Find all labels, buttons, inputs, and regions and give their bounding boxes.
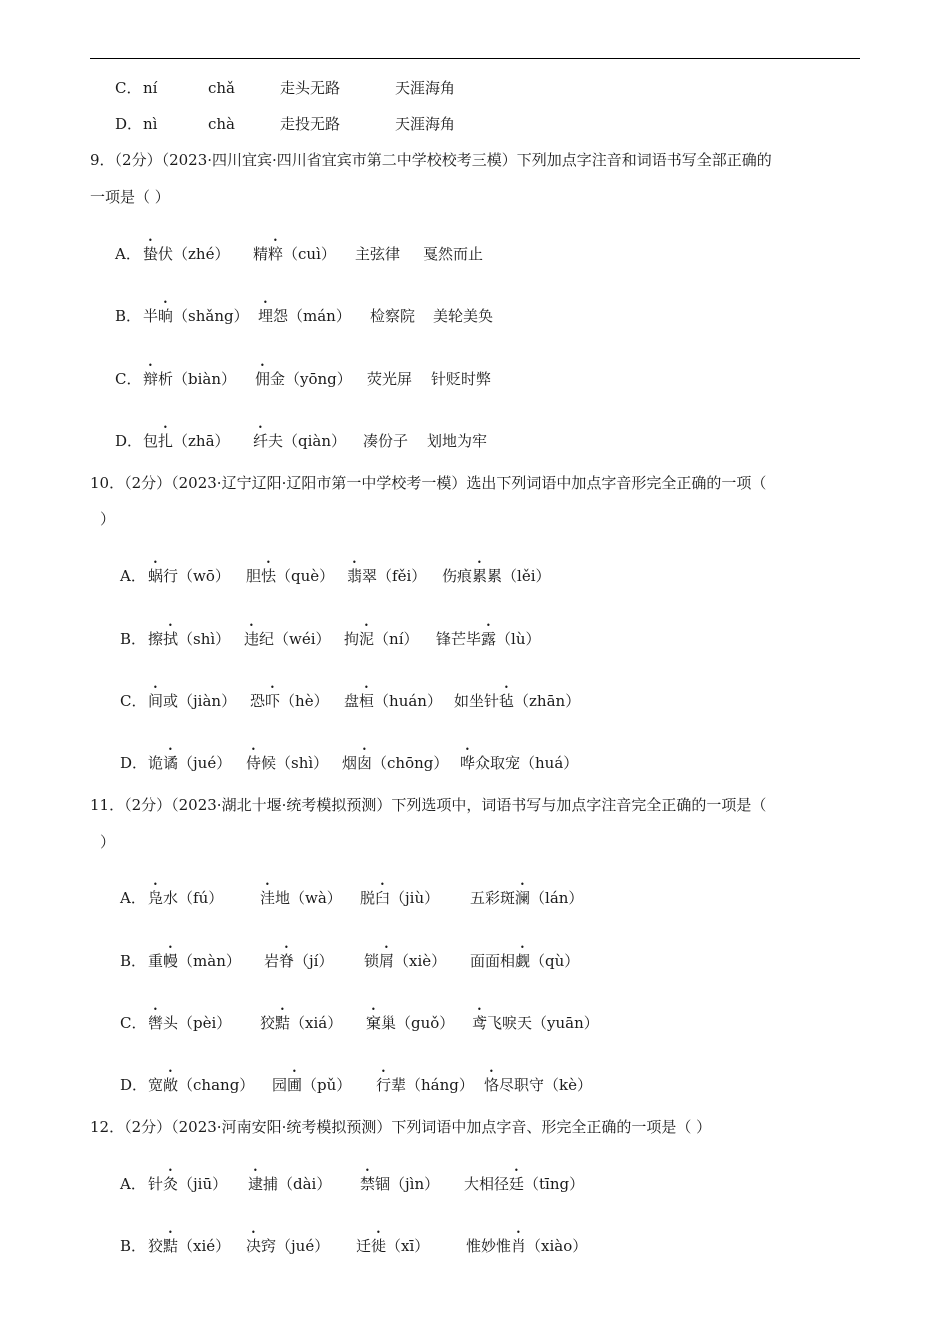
option-letter: B． xyxy=(120,1237,147,1255)
word-item xyxy=(248,1166,360,1194)
word: 针贬时弊 xyxy=(431,370,492,388)
word-pre: 包 xyxy=(143,432,159,450)
word-item xyxy=(255,361,367,389)
q10-option-c xyxy=(120,683,580,711)
option-letter: A． xyxy=(120,1175,146,1193)
dotted-char: 行 xyxy=(376,1076,392,1094)
prev-option-c xyxy=(115,78,455,98)
dotted-char: 鸢 xyxy=(472,1014,488,1032)
word-pre: 烟 xyxy=(342,754,358,772)
word-item xyxy=(246,558,347,586)
word-item xyxy=(148,1005,260,1033)
word-item xyxy=(148,1228,246,1256)
word: 走投无路 xyxy=(280,115,341,133)
word-item xyxy=(260,880,360,908)
q12-option-a xyxy=(120,1166,584,1194)
word-pre: 锋芒毕 xyxy=(436,630,482,648)
question-9-stem: 9．（2分）（2023·四川宜宾·四川省宜宾市第二中学校校考三模）下列加点字注音和词语书写全部正确的 xyxy=(90,151,772,169)
dotted-char: 埋 xyxy=(258,307,274,325)
option-letter: C． xyxy=(120,692,147,710)
word-rest: （jiù） xyxy=(390,889,440,907)
dotted-char: 逮 xyxy=(248,1175,264,1193)
dotted-char: 窠 xyxy=(366,1014,382,1032)
dotted-char: 蛰 xyxy=(143,245,159,263)
word-pre: 恐 xyxy=(250,692,266,710)
word-item xyxy=(258,298,370,326)
dotted-char: 决 xyxy=(246,1237,262,1255)
dotted-char: 毡 xyxy=(499,692,515,710)
word-rest: 或（jiàn） xyxy=(163,692,237,710)
dotted-char: 屑 xyxy=(379,952,395,970)
dotted-char: 拭 xyxy=(163,630,179,648)
word-rest: （hè） xyxy=(280,692,329,710)
word: 凑份子 xyxy=(363,432,409,450)
word-rest: （xié） xyxy=(178,1237,231,1255)
dotted-char: 臼 xyxy=(375,889,391,907)
word-rest: 捕（dài） xyxy=(263,1175,332,1193)
word-rest: （jí） xyxy=(294,952,334,970)
word-pre: 伤痕 xyxy=(442,567,473,585)
word-item xyxy=(360,880,470,908)
word-item xyxy=(464,1166,584,1194)
word-item xyxy=(460,745,578,773)
q9-option-b xyxy=(115,298,493,326)
question-10-stem: 10．（2分）（2023·辽宁辽阳·辽阳市第一中学校考一模）选出下列词语中加点字音形完全正确的一项（ xyxy=(90,474,767,492)
dotted-char: 洼 xyxy=(260,889,276,907)
word-rest: （qù） xyxy=(530,952,580,970)
word-rest: （xiá） xyxy=(290,1014,343,1032)
word-rest: 怨（mán） xyxy=(273,307,351,325)
word-rest: （pǔ） xyxy=(302,1076,352,1094)
word-rest: （ní） xyxy=(374,630,419,648)
word-pre: 诡 xyxy=(148,754,164,772)
q9-option-a xyxy=(115,236,483,264)
dotted-char: 间 xyxy=(148,692,164,710)
q10-option-d xyxy=(120,745,578,773)
option-letter: A． xyxy=(120,567,146,585)
word-rest: 伏（zhé） xyxy=(158,245,230,263)
word-rest: 夫（qiàn） xyxy=(268,432,347,450)
word-rest: 候（shì） xyxy=(261,754,329,772)
option-letter: B． xyxy=(120,952,147,970)
word-rest: （zhān） xyxy=(514,692,581,710)
word-rest: （shì） xyxy=(178,630,231,648)
dotted-char: 桓 xyxy=(359,692,375,710)
word-rest: 飞唳天（yuān） xyxy=(487,1014,599,1032)
word-item xyxy=(148,880,260,908)
q12-option-b xyxy=(120,1228,587,1256)
word-item xyxy=(347,558,442,586)
word-pre: 五彩斑 xyxy=(470,889,516,907)
pinyin: ní xyxy=(143,79,158,97)
word-item xyxy=(356,1228,466,1256)
word-item xyxy=(253,423,363,451)
word-pre: 园 xyxy=(272,1076,288,1094)
word-rest: （xiè） xyxy=(394,952,447,970)
dotted-char: 违 xyxy=(244,630,260,648)
dotted-char: 扎 xyxy=(158,432,174,450)
option-letter: B． xyxy=(115,307,142,325)
dotted-char: 囱 xyxy=(357,754,373,772)
word-rest: （xiào） xyxy=(526,1237,588,1255)
word-pre: 重 xyxy=(148,952,164,970)
option-letter: D． xyxy=(120,754,148,772)
question-10-stem-cont: ） xyxy=(100,510,116,528)
word-rest: 行（wō） xyxy=(163,567,230,585)
word: 主弦律 xyxy=(355,245,401,263)
dotted-char: 禁 xyxy=(360,1175,376,1193)
word-pre: 惟妙惟 xyxy=(466,1237,512,1255)
option-letter: C． xyxy=(115,79,142,97)
word-item xyxy=(264,943,364,971)
word-item xyxy=(148,745,246,773)
word-pre: 胆 xyxy=(246,567,262,585)
word-item xyxy=(344,621,436,649)
dotted-char: 怯 xyxy=(261,567,277,585)
dotted-char: 黠 xyxy=(163,1237,179,1255)
word-item xyxy=(484,1067,592,1095)
word-item xyxy=(148,943,264,971)
word-rest: （zhā） xyxy=(173,432,230,450)
word-pre: 针 xyxy=(148,1175,164,1193)
word-item xyxy=(360,1166,464,1194)
dotted-char: 觑 xyxy=(515,952,531,970)
word-rest: （tīng） xyxy=(524,1175,585,1193)
pinyin: chǎ xyxy=(208,79,236,97)
option-letter: A． xyxy=(115,245,141,263)
q11-option-c xyxy=(120,1005,599,1033)
word-item xyxy=(366,1005,472,1033)
word-pre: 狡 xyxy=(148,1237,164,1255)
word-item xyxy=(148,558,246,586)
word-rest: （chōng） xyxy=(372,754,449,772)
word-pre: 锁 xyxy=(364,952,380,970)
word-rest: 辈（háng） xyxy=(391,1076,474,1094)
word-item xyxy=(472,1005,599,1033)
word-rest: （cuì） xyxy=(283,245,336,263)
pinyin: chà xyxy=(208,115,236,133)
dotted-char: 吓 xyxy=(265,692,281,710)
question-11-stem-cont: ） xyxy=(100,833,116,851)
word-rest: （màn） xyxy=(178,952,241,970)
dotted-char: 谲 xyxy=(163,754,179,772)
q11-option-a xyxy=(120,880,583,908)
word-rest: （shǎng） xyxy=(173,307,249,325)
q11-option-d xyxy=(120,1067,592,1095)
dotted-char: 徙 xyxy=(371,1237,387,1255)
word-rest: 巢（guǒ） xyxy=(381,1014,455,1032)
dotted-char: 圃 xyxy=(287,1076,303,1094)
word: 检察院 xyxy=(370,307,416,325)
prev-option-d xyxy=(115,114,455,134)
word-item xyxy=(143,298,258,326)
option-letter: D． xyxy=(120,1076,148,1094)
word: 天涯海角 xyxy=(395,115,456,133)
word-item xyxy=(246,745,342,773)
word-pre: 脱 xyxy=(360,889,376,907)
word: 荧光屏 xyxy=(367,370,413,388)
word-item xyxy=(246,1228,356,1256)
word-pre: 擦 xyxy=(148,630,164,648)
word-rest: 析（biàn） xyxy=(158,370,237,388)
dotted-char: 侍 xyxy=(246,754,262,772)
word-rest: （lù） xyxy=(496,630,541,648)
dotted-char: 辔 xyxy=(148,1014,164,1032)
option-letter: D． xyxy=(115,432,143,450)
word-item xyxy=(272,1067,376,1095)
word-item xyxy=(342,745,460,773)
q10-option-a xyxy=(120,558,551,586)
pinyin: nì xyxy=(143,115,158,133)
dotted-char: 幔 xyxy=(163,952,179,970)
word-rest: 众取宠（huá） xyxy=(475,754,579,772)
word-item xyxy=(376,1067,484,1095)
word-rest: 金（yōng） xyxy=(270,370,352,388)
q9-option-d xyxy=(115,423,487,451)
word-item xyxy=(466,1228,587,1256)
word: 走头无路 xyxy=(280,79,341,97)
word-rest: （huán） xyxy=(374,692,442,710)
word-rest: 水（fú） xyxy=(163,889,224,907)
option-letter: C． xyxy=(115,370,142,388)
q9-option-c xyxy=(115,361,491,389)
option-letter: A． xyxy=(120,889,146,907)
word-pre: 拘 xyxy=(344,630,360,648)
word-item xyxy=(260,1005,366,1033)
dotted-char: 黠 xyxy=(275,1014,291,1032)
word-item xyxy=(244,621,344,649)
q11-option-b xyxy=(120,943,579,971)
word-pre: 狡 xyxy=(260,1014,276,1032)
dotted-char: 晌 xyxy=(158,307,174,325)
word-rest: （què） xyxy=(276,567,335,585)
word-pre: 盘 xyxy=(344,692,360,710)
word-rest: （jué） xyxy=(178,754,232,772)
dotted-char: 澜 xyxy=(515,889,531,907)
question-9-stem-cont: 一项是（ ） xyxy=(90,188,170,206)
q10-option-b xyxy=(120,621,541,649)
dotted-char: 翡 xyxy=(347,567,363,585)
word: 戛然而止 xyxy=(423,245,484,263)
word-rest: 窍（jué） xyxy=(261,1237,330,1255)
word-rest: 纪（wéi） xyxy=(259,630,331,648)
word-rest: （xī） xyxy=(386,1237,430,1255)
word-pre: 大相径 xyxy=(464,1175,510,1193)
option-letter: C． xyxy=(120,1014,147,1032)
dotted-char: 脊 xyxy=(279,952,295,970)
dotted-char: 凫 xyxy=(148,889,164,907)
word-rest: 锢（jìn） xyxy=(375,1175,440,1193)
word-rest: 地（wà） xyxy=(275,889,342,907)
word: 划地为牢 xyxy=(427,432,488,450)
word-rest: （chang） xyxy=(178,1076,255,1094)
word-rest: 头（pèi） xyxy=(163,1014,232,1032)
word-pre: 精 xyxy=(253,245,269,263)
word-item xyxy=(253,236,355,264)
word-item xyxy=(454,683,580,711)
word-item xyxy=(470,880,583,908)
word-item xyxy=(250,683,344,711)
dotted-char: 佣 xyxy=(255,370,271,388)
word-item xyxy=(143,423,253,451)
dotted-char: 敞 xyxy=(163,1076,179,1094)
word-item xyxy=(143,236,253,264)
dotted-char: 廷 xyxy=(509,1175,525,1193)
word-item xyxy=(442,558,551,586)
option-letter: B． xyxy=(120,630,147,648)
dotted-char: 泥 xyxy=(359,630,375,648)
word-item xyxy=(148,1166,248,1194)
word-rest: 累（lěi） xyxy=(487,567,551,585)
option-letter: D． xyxy=(115,115,143,133)
dotted-char: 辩 xyxy=(143,370,159,388)
dotted-char: 露 xyxy=(481,630,497,648)
word-pre: 岩 xyxy=(264,952,280,970)
word-item xyxy=(470,943,579,971)
word-item xyxy=(148,621,244,649)
question-11-stem: 11．（2分）（2023·湖北十堰·统考模拟预测）下列选项中，词语书写与加点字注音完全正确的一项是（ xyxy=(90,796,767,814)
word-pre: 半 xyxy=(143,307,159,325)
word-rest: 尽职守（kè） xyxy=(499,1076,592,1094)
word-item xyxy=(364,943,470,971)
word-rest: （lán） xyxy=(530,889,584,907)
word-item xyxy=(143,361,255,389)
word-pre: 面面相 xyxy=(470,952,516,970)
word-pre: 如坐针 xyxy=(454,692,500,710)
word: 美轮美奂 xyxy=(433,307,494,325)
word-item xyxy=(344,683,454,711)
dotted-char: 蜗 xyxy=(148,567,164,585)
question-12-stem: 12．（2分）（2023·河南安阳·统考模拟预测）下列词语中加点字音、形完全正确的一项是（ ） xyxy=(90,1118,712,1136)
word-pre: 迁 xyxy=(356,1237,372,1255)
dotted-char: 粹 xyxy=(268,245,284,263)
word: 天涯海角 xyxy=(395,79,456,97)
dotted-char: 恪 xyxy=(484,1076,500,1094)
word-pre: 宽 xyxy=(148,1076,164,1094)
word-item xyxy=(436,621,541,649)
dotted-char: 哗 xyxy=(460,754,476,772)
word-rest: 翠（fěi） xyxy=(362,567,427,585)
word-item xyxy=(148,1067,272,1095)
dotted-char: 肖 xyxy=(511,1237,527,1255)
dotted-char: 灸 xyxy=(163,1175,179,1193)
header-rule xyxy=(90,58,860,59)
dotted-char: 纤 xyxy=(253,432,269,450)
word-item xyxy=(148,683,250,711)
word-rest: （jiū） xyxy=(178,1175,228,1193)
dotted-char: 累 xyxy=(472,567,488,585)
